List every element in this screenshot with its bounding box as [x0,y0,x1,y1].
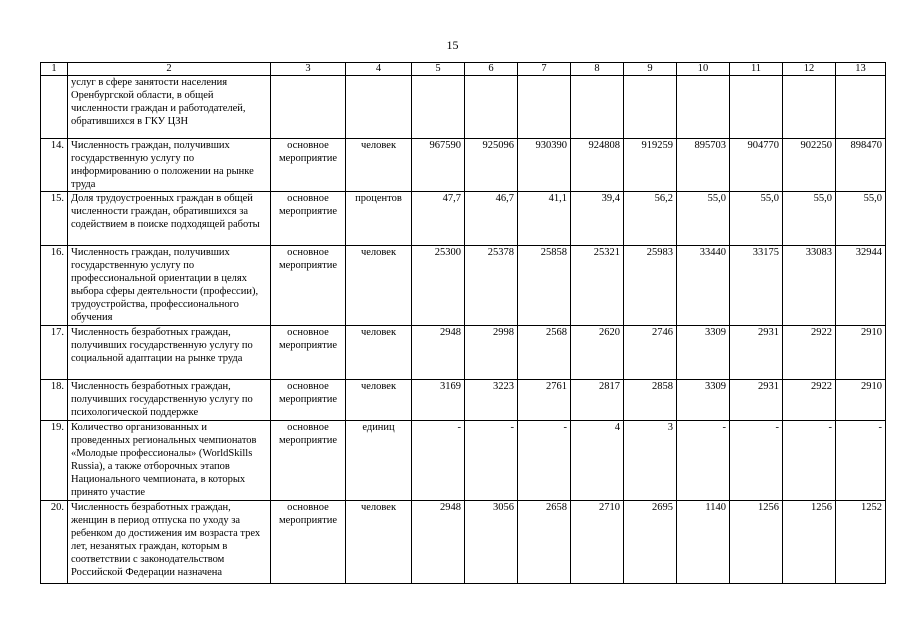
header-cell: 9 [624,63,677,76]
row-index: 19. [41,421,68,501]
value-cell: 1256 [783,501,836,584]
value-cell: 33175 [730,246,783,326]
value-cell: 25983 [624,246,677,326]
header-cell: 13 [836,63,886,76]
value-cell: 3309 [677,380,730,421]
row-index: 15. [41,192,68,246]
table-row [41,326,886,380]
value-cell: 904770 [730,139,783,192]
value-cell: 3169 [412,380,465,421]
value-cell: 2998 [465,326,518,380]
value-cell: 1256 [730,501,783,584]
indicator-name: Численность граждан, получивших государственную услугу по профессиональной ориентации в целях выбора сферы деятельности (профессии), трудоустройства, профессионального обучения [68,246,271,326]
value-cell: 3056 [465,501,518,584]
value-cell [730,76,783,139]
value-cell: 25300 [412,246,465,326]
header-cell: 11 [730,63,783,76]
indicator-name: Доля трудоустроенных граждан в общей численности граждан, обратившихся за содействием в поиске подходящей работы [68,192,271,246]
value-cell [624,76,677,139]
header-cell: 6 [465,63,518,76]
header-cell: 3 [271,63,346,76]
value-cell: 56,2 [624,192,677,246]
value-cell: 2948 [412,326,465,380]
indicator-name: Численность безработных граждан, женщин в период отпуска по уходу за ребенком до достижения им возраста трех лет, незанятых граждан, которым в соответствии с законодательством Российской Федерации назначена [68,501,271,584]
value-cell: 2695 [624,501,677,584]
event-type [271,76,346,139]
value-cell: 3223 [465,380,518,421]
indicator-name: Количество организованных и проведенных региональных чемпионатов «Молодые профессионалы» (WorldSkills Russia), а также отборочных этапов Национального чемпионата, в которых принято участие [68,421,271,501]
unit: человек [346,246,412,326]
header-cell: 8 [571,63,624,76]
value-cell: 2910 [836,326,886,380]
unit: единиц [346,421,412,501]
value-cell: 33083 [783,246,836,326]
value-cell: - [518,421,571,501]
value-cell: 25321 [571,246,624,326]
indicators-table [40,62,886,584]
value-cell: 2817 [571,380,624,421]
event-type: основное мероприятие [271,326,346,380]
row-index: 17. [41,326,68,380]
value-cell: 902250 [783,139,836,192]
event-type: основное мероприятие [271,380,346,421]
table-row [41,380,886,421]
value-cell: 3 [624,421,677,501]
value-cell: 2746 [624,326,677,380]
value-cell: 47,7 [412,192,465,246]
value-cell: 895703 [677,139,730,192]
header-cell: 5 [412,63,465,76]
value-cell: - [730,421,783,501]
header-cell: 12 [783,63,836,76]
value-cell: 4 [571,421,624,501]
indicator-name: услуг в сфере занятости населения Оренбургской области, в общей численности граждан и работодателей, обратившихся в ГКУ ЦЗН [68,76,271,139]
value-cell: 1140 [677,501,730,584]
value-cell: 919259 [624,139,677,192]
event-type: основное мероприятие [271,192,346,246]
value-cell: 2620 [571,326,624,380]
value-cell: 2568 [518,326,571,380]
value-cell [836,76,886,139]
value-cell: 39,4 [571,192,624,246]
event-type: основное мероприятие [271,421,346,501]
value-cell: - [412,421,465,501]
value-cell: 2922 [783,380,836,421]
event-type: основное мероприятие [271,246,346,326]
value-cell [783,76,836,139]
value-cell: 2931 [730,326,783,380]
row-index [41,76,68,139]
unit: человек [346,326,412,380]
page-number: 15 [446,38,459,52]
value-cell [518,76,571,139]
value-cell: 33440 [677,246,730,326]
indicator-name: Численность граждан, получивших государственную услугу по информированию о положении на рынке труда [68,139,271,192]
value-cell: 2858 [624,380,677,421]
value-cell: 2710 [571,501,624,584]
value-cell: 930390 [518,139,571,192]
value-cell: - [677,421,730,501]
value-cell: 55,0 [730,192,783,246]
value-cell: 924808 [571,139,624,192]
value-cell: 2931 [730,380,783,421]
value-cell: - [836,421,886,501]
table-row [41,76,886,139]
indicator-name: Численность безработных граждан, получивших государственную услугу по психологической поддержке [68,380,271,421]
indicator-name: Численность безработных граждан, получивших государственную услугу по социальной адаптации на рынке труда [68,326,271,380]
value-cell: 967590 [412,139,465,192]
value-cell: 2761 [518,380,571,421]
unit: человек [346,139,412,192]
event-type: основное мероприятие [271,139,346,192]
event-type: основное мероприятие [271,501,346,584]
header-cell: 2 [68,63,271,76]
value-cell: 2922 [783,326,836,380]
table-row [41,192,886,246]
value-cell [465,76,518,139]
header-cell: 4 [346,63,412,76]
table-row [41,246,886,326]
value-cell: 55,0 [677,192,730,246]
value-cell: 32944 [836,246,886,326]
value-cell [677,76,730,139]
header-row [41,63,886,76]
table-row [41,139,886,192]
value-cell: 898470 [836,139,886,192]
unit: человек [346,380,412,421]
unit: человек [346,501,412,584]
value-cell: 1252 [836,501,886,584]
value-cell [571,76,624,139]
value-cell: 925096 [465,139,518,192]
value-cell: 2658 [518,501,571,584]
table-row [41,501,886,584]
row-index: 16. [41,246,68,326]
row-index: 14. [41,139,68,192]
value-cell: 2948 [412,501,465,584]
value-cell [412,76,465,139]
unit: процентов [346,192,412,246]
value-cell: 25378 [465,246,518,326]
value-cell: - [783,421,836,501]
header-cell: 7 [518,63,571,76]
header-cell: 1 [41,63,68,76]
row-index: 20. [41,501,68,584]
value-cell: 3309 [677,326,730,380]
table-row [41,421,886,501]
value-cell: 2910 [836,380,886,421]
value-cell: 25858 [518,246,571,326]
value-cell: 55,0 [783,192,836,246]
value-cell: 46,7 [465,192,518,246]
value-cell: - [465,421,518,501]
unit [346,76,412,139]
header-cell: 10 [677,63,730,76]
row-index: 18. [41,380,68,421]
value-cell: 55,0 [836,192,886,246]
value-cell: 41,1 [518,192,571,246]
